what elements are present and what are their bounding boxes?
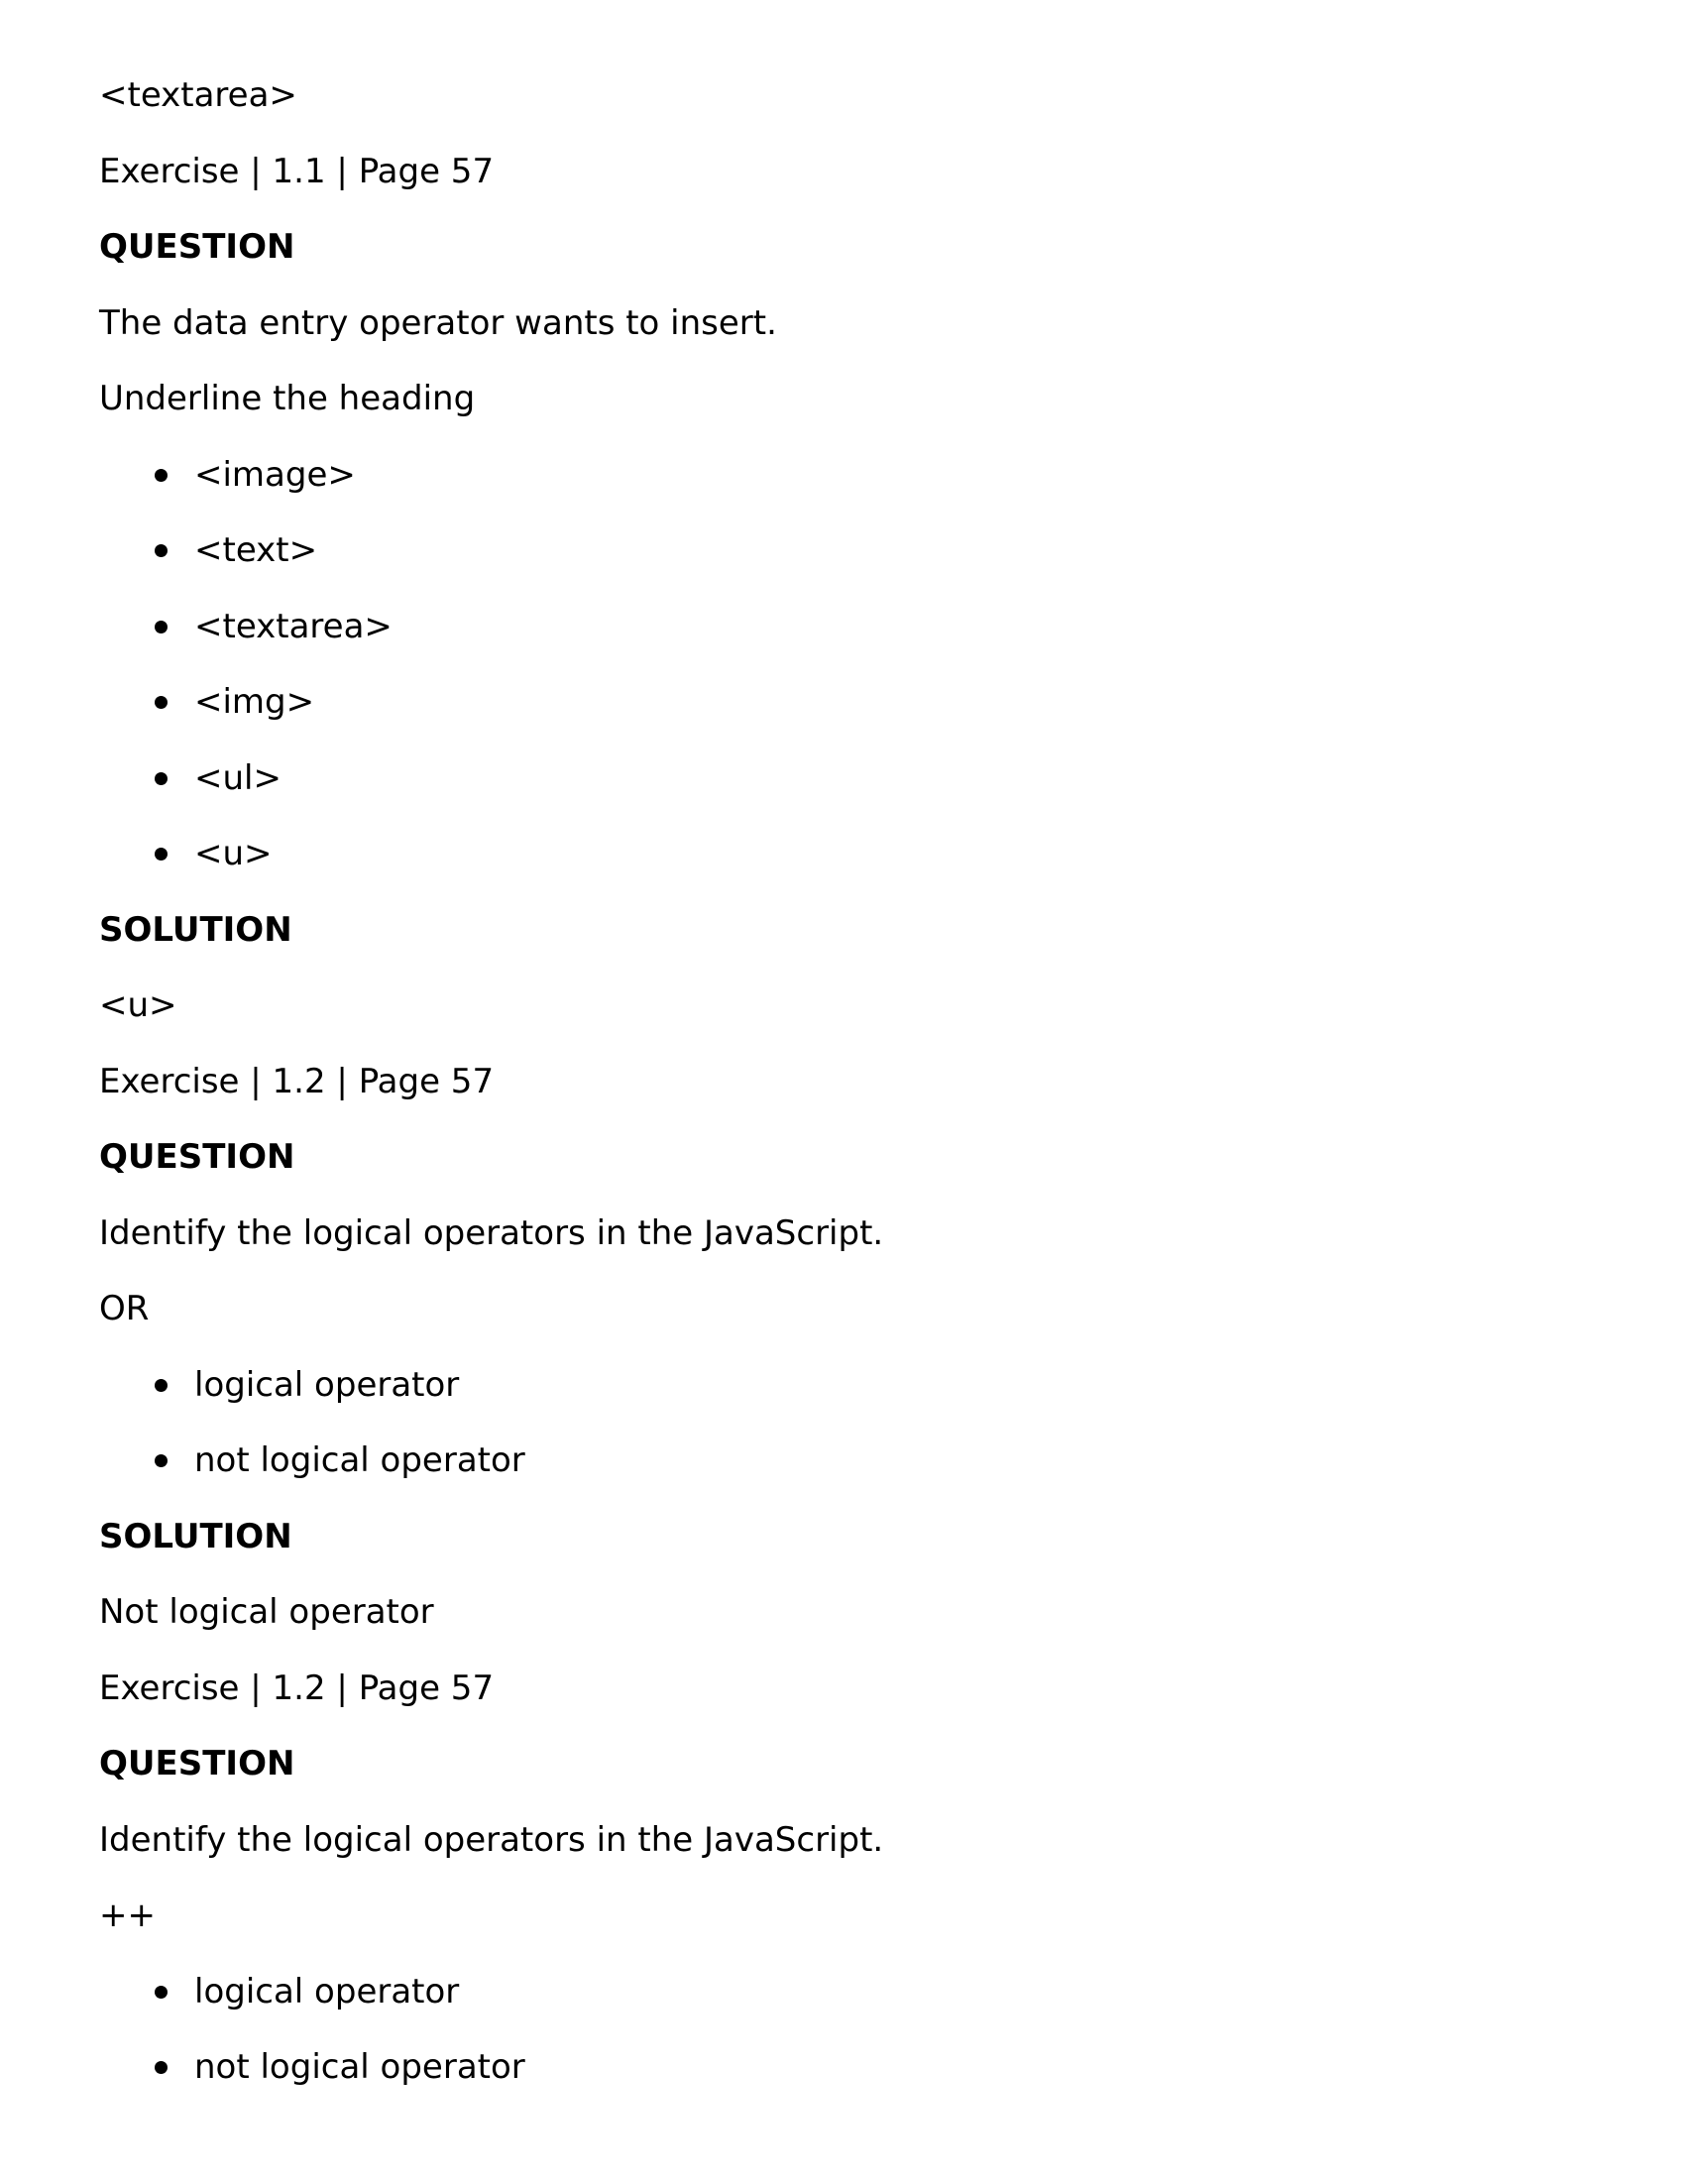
list-item-label: <img> (194, 682, 315, 722)
solution-heading: SOLUTION (99, 1516, 292, 1556)
question-text: The data entry operator wants to insert. (99, 302, 777, 343)
bullet-icon (155, 1454, 168, 1467)
options-list (99, 1365, 1586, 1481)
exercise-reference: Exercise | 1.1 | Page 57 (99, 151, 495, 191)
question-text: ++ (99, 1896, 156, 1935)
list-item-label: logical operator (194, 1364, 460, 1405)
options-list (99, 455, 1586, 874)
list-item-label: <textarea> (194, 606, 393, 646)
bullet-icon (155, 848, 168, 861)
textarea-tag-line: <textarea> (99, 75, 297, 115)
exercise-reference: Exercise | 1.2 | Page 57 (99, 1667, 495, 1708)
solution-text: <u> (99, 985, 177, 1025)
list-item (99, 2047, 1586, 2087)
question-text: Identify the logical operators in the JavaScript. (99, 1212, 884, 1253)
list-item (99, 1365, 1586, 1405)
list-item (99, 682, 1586, 722)
question-text: Identify the logical operators in the JavaScript. (99, 1819, 884, 1860)
list-item (99, 530, 1586, 570)
solution-text: Not logical operator (99, 1592, 434, 1632)
bullet-icon (155, 1986, 168, 1999)
options-list (99, 1972, 1586, 2088)
question-heading: QUESTION (99, 1744, 295, 1783)
exercise-reference: Exercise | 1.2 | Page 57 (99, 1061, 495, 1101)
list-item-label: <text> (194, 530, 318, 570)
bullet-icon (155, 696, 168, 709)
bullet-icon (155, 621, 168, 633)
list-item (99, 834, 1586, 873)
bullet-icon (155, 469, 168, 482)
question-text: Underline the heading (99, 379, 476, 418)
bullet-icon (155, 2061, 168, 2074)
solution-heading: SOLUTION (99, 909, 292, 950)
list-item (99, 455, 1586, 495)
bullet-icon (155, 1379, 168, 1392)
bullet-icon (155, 544, 168, 557)
list-item-label: <image> (194, 454, 356, 495)
list-item (99, 758, 1586, 798)
question-heading: QUESTION (99, 227, 295, 267)
document-page (99, 75, 1586, 2124)
list-item (99, 1972, 1586, 2012)
question-text: OR (99, 1289, 150, 1328)
list-item-label: <ul> (194, 757, 281, 798)
list-item-label: <u> (194, 834, 273, 873)
list-item-label: not logical operator (194, 1440, 525, 1480)
bullet-icon (155, 772, 168, 785)
list-item (99, 607, 1586, 646)
list-item-label: not logical operator (194, 2047, 525, 2087)
question-heading: QUESTION (99, 1137, 295, 1177)
list-item-label: logical operator (194, 1971, 460, 2012)
list-item (99, 1440, 1586, 1480)
